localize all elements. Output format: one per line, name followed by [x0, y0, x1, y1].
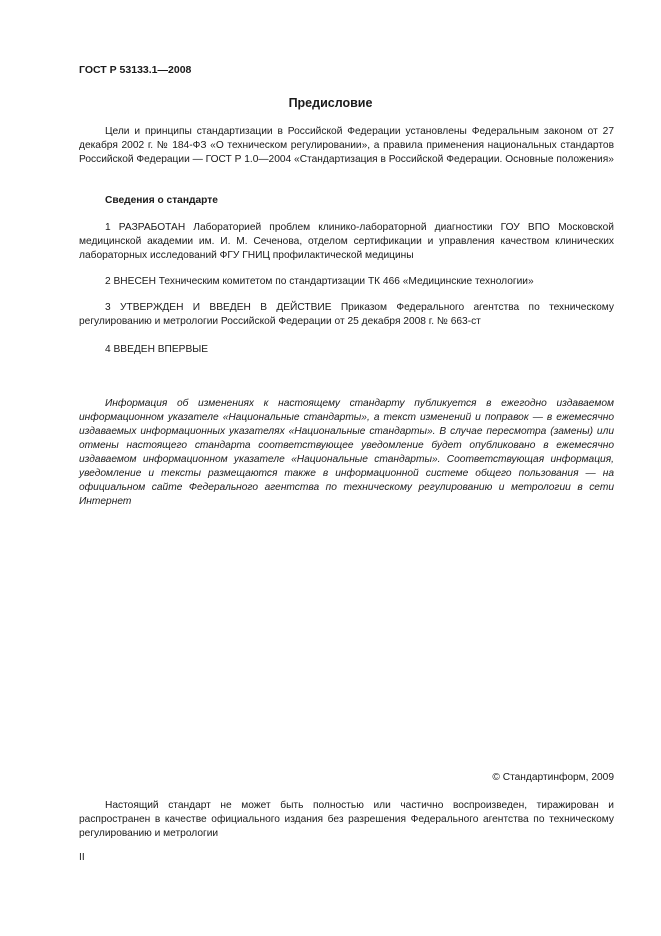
copyright: © Стандартинформ, 2009 [492, 772, 614, 783]
reproduction-note: Настоящий стандарт не может быть полностью или частично воспроизведен, тиражирован и распространен в качестве официального издания без разрешения Федерального агентства по техническому регулированию и метрологии [79, 800, 614, 839]
page-title: Предисловие [288, 96, 373, 110]
item-3: 3 УТВЕРЖДЕН И ВВЕДЕН В ДЕЙСТВИЕ Приказом Федерального агентства по техническому регулированию и метрологии Российской Федерации от 25 декабря 2008 г. № 663-ст [79, 302, 614, 327]
item-4: 4 ВВЕДЕН ВПЕРВЫЕ [105, 344, 209, 355]
item-2: 2 ВНЕСЕН Техническим комитетом по стандартизации ТК 466 «Медицинские технологии» [105, 276, 534, 287]
intro-paragraph: Цели и принципы стандартизации в Российской Федерации установлены Федеральным законом от 27 декабря 2002 г. № 184-ФЗ «О техническом регулировании», а правила применения национальных стандартов Российской Федерации — ГОСТ Р 1.0—2004 «Стандартизация в Российской Федерации. Основные положения» [79, 126, 614, 165]
info-note: Информация об изменениях к настоящему стандарту публикуется в ежегодно издаваемом информационном указателе «Национальные стандарты», а текст изменений и поправок — в ежемесячно издаваемых информационных указателях «Национальные стандарты». В случае пересмотра (замены) или отмены настоящего стандарта соответствующее уведомление будет опубликовано в ежемесячно издаваемом информационном указателе «Национальные стандарты». Соответствующая информация, уведомление и тексты размещаются также в информационной системе общего пользования — на официальном сайте Федерального агентства по техническому регулированию и метрологии в сети Интернет [79, 398, 614, 507]
section-title: Сведения о стандарте [105, 195, 218, 206]
document-id: ГОСТ Р 53133.1—2008 [79, 64, 192, 76]
page-number: II [79, 852, 85, 863]
item-1: 1 РАЗРАБОТАН Лабораторией проблем клинико-лабораторной диагностики ГОУ ВПО Московской медицинской академии им. И. М. Сеченова, отделом сертификации и управления качеством клинических лабораторных исследований ФГУ ГНИЦ профилактической медицины [79, 222, 614, 261]
